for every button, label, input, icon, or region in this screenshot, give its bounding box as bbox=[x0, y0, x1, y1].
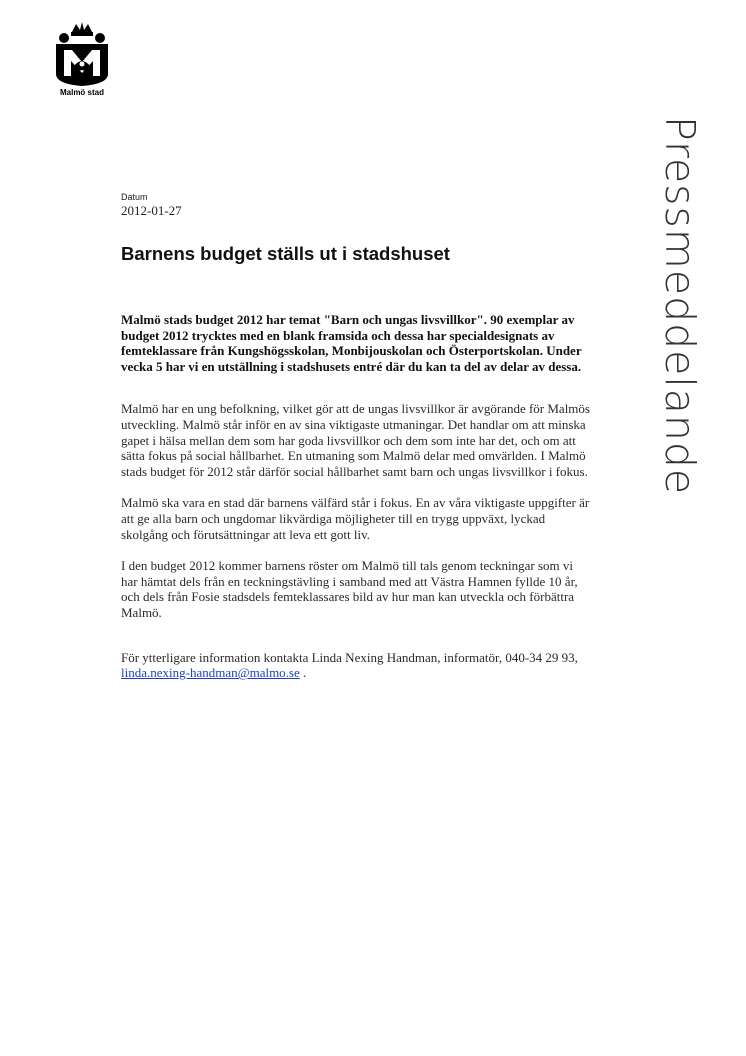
body-paragraph-3: I den budget 2012 kommer barnens röster om Malmö till tals genom teckningar som vi har hämtat dels från en teckningstävling i samband med att Västra Hamnen fyllde 10 år, och dels från Fosie stadsdels femteklassares bild av hur man kan utveckla och förbättra Malmö. bbox=[121, 558, 578, 620]
contact-paragraph bbox=[121, 650, 591, 681]
headline: Barnens budget ställs ut i stadshuset bbox=[121, 243, 450, 264]
logo-caption: Malmö stad bbox=[59, 88, 104, 97]
article-body bbox=[121, 312, 591, 697]
body-paragraph-1: Malmö har en ung befolkning, vilket gör att de ungas livsvillkor är avgörande för Malmös utveckling. Malmö står inför en av sina viktigaste utmaningar. Det handlar om att minska gapet i hälsa mellan dem som har goda livsvillkor och dem som inte har det, och om att sätta fokus på social hållbarhet. En utmaning som Malmö delar med omvärlden. I Malmö stads budget för 2012 står därför social hållbarhet samt barn och ungas livsvillkor i fokus. bbox=[121, 401, 590, 479]
lead-paragraph: Malmö stads budget 2012 har temat "Barn och ungas livsvillkor". 90 exemplar av budget 2012 trycktes med en blank framsida och dessa har specialdesignats av femteklassare från Kungshögsskolan, Monbijouskolan och Österportskolan. Under vecka 5 har vi en utställning i stadshusets entré där du kan ta del av delar av dessa. bbox=[121, 312, 582, 374]
contact-suffix: . bbox=[303, 665, 307, 681]
press-release-label: Pressmeddelande bbox=[656, 116, 704, 496]
contact-text: För ytterligare information kontakta Linda Nexing Handman, informatör, 040-34 29 93, bbox=[121, 649, 578, 665]
date-value: 2012-01-27 bbox=[121, 203, 182, 218]
malmo-logo bbox=[52, 22, 112, 98]
date-label: Datum bbox=[121, 192, 148, 202]
body-paragraph-2: Malmö ska vara en stad där barnens välfärd står i fokus. En av våra viktigaste uppgifter är att ge alla barn och ungdomar likvärdiga möjligheter till en trygg uppväxt, lyckad skolgång och förutsättningar att leva ett gott liv. bbox=[121, 495, 590, 542]
contact-email-link[interactable]: linda.nexing-handman@malmo.se bbox=[121, 665, 300, 681]
coat-of-arms-icon bbox=[52, 22, 112, 88]
